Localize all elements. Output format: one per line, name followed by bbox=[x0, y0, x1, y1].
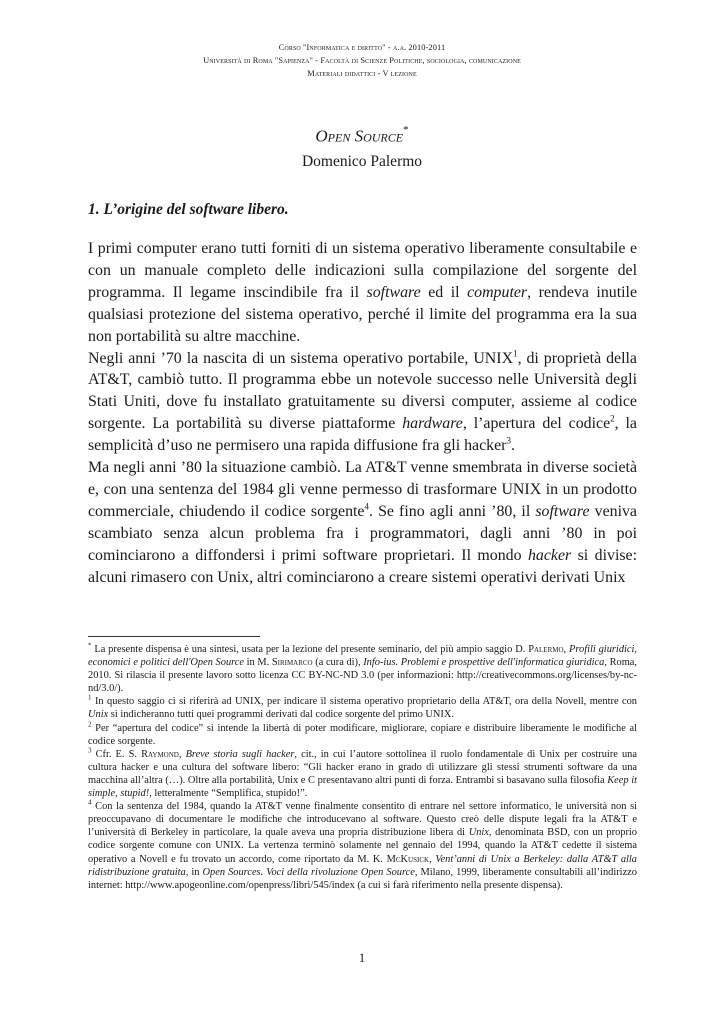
title-text: Open Source bbox=[315, 126, 404, 146]
footnote-ref-2: 2 bbox=[610, 413, 615, 424]
footnote-star: * La presente dispensa è una sintesi, usata per la lezione del presente seminario, del più ampio saggio D. Palermo, Profili giuridici, economici e politici dell'Open Source in M. Sirimarco (a cura di), Info-ius. Problemi e prospettive dell'informatica giuridica, Roma, 2010. Si rilascia il presente lavoro sotto licenza CC BY-NC-ND 3.0 (per informazioni: http://creativecommons.org/licenses/by-nc-nd/3.0/). bbox=[88, 641, 637, 695]
footnote-2: $^2$ Per “apertura del codice” si intende la libertà di poter modificare, migliorare, copiare e distribuire liberamente le modifiche al codice sorgente. bbox=[88, 720, 637, 747]
author-name: Domenico Palermo bbox=[301, 153, 423, 170]
title-footnote-mark: * bbox=[403, 124, 409, 136]
footnote-ref-3: 3 bbox=[506, 435, 511, 446]
footnote-3: $^3$ Cfr. E. S. Raymond, Breve storia sugli hacker, cit., in cui l’autore sottolinea il ruolo fondamentale di Unix per costruire una cultura hacker e una cultura del software libero: “Gli hacker erano in grado di utilizzare gli stessi strumenti software da una macchina all’altra (…). Oltre alla portabilità, Unix e C presentavano altri punti di forza. Entrambi si basavano sulla filosofia Keep it simple, stupid!, letteralmente “Semplifica, stupido!”. bbox=[88, 746, 637, 800]
document-title bbox=[0, 126, 724, 147]
header-course-line: Corso "Informatica e diritto" - a.a. 2010-2011 bbox=[278, 43, 446, 52]
footnote-separator bbox=[88, 636, 260, 637]
header-materials-line: Materiali didattici - V lezione bbox=[307, 69, 417, 78]
footnote-ref-4: 4 bbox=[364, 501, 369, 512]
header-university-line: Università di Roma "Sapienza" - Facoltà di Scienze Politiche, sociologia, comunicazione bbox=[203, 56, 521, 65]
body-paragraph-3: Ma negli anni ’80 la situazione cambiò. La AT&T venne smembrata in diverse società e, con una sentenza del 1984 gli venne permesso di trasformare UNIX in un prodotto commerciale, chiudendo il codice sorgente$^4$. Se fino agli anni ’80, il software veniva scambiato senza alcun problema fra i programmatori, dagli anni ’80 in poi cominciarono a diffondersi i primi software proprietari. Il mondo hacker si divise: alcuni rimasero con Unix, altri cominciarono a creare sistemi operativi derivati Unix bbox=[88, 459, 638, 586]
page-number: 1 bbox=[358, 950, 366, 965]
body-text bbox=[88, 238, 637, 589]
footnote-1: $^1$ In questo saggio ci si riferirà ad UNIX, per indicare il sistema operativo proprietario della AT&T, ora della Novell, mentre con Unix si indicheranno tutti quei programmi derivati dal codice sorgente del primo UNIX. bbox=[88, 693, 637, 721]
body-paragraph-2: Negli anni ’70 la nascita di un sistema operativo portabile, UNIX$^1$, di proprietà della AT&T, cambiò tutto. Il programma ebbe un notevole successo nelle Università degli Stati Uniti, dove fu installato gratuitamente su diversi computer, assieme al codice sorgente. La portabilità su diverse piattaforme hardware, l’apertura del codice$^2$, la semplicità d’uso ne permisero una rapida diffusione fra gli hacker$^3$. bbox=[88, 348, 637, 455]
footnote-ref-1: 1 bbox=[513, 348, 518, 359]
section-heading: 1. L’origine del software libero. bbox=[88, 201, 289, 218]
footnote-4: $^4$ Con la sentenza del 1984, quando la AT&T venne finalmente consentito di entrare nel settore informatico, le università non si preoccupavano di documentare le modifiche che introducevano al software. Questo creò delle dispute legali fra la AT&T e l’università di Berkeley in particolare, la quale aveva una propria distribuzione libera di Unix, denominata BSD, con un proprio codice sorgente comune con UNIX. La vertenza terminò solamente nel gennaio del 1994, quando la AT&T cedette il sistema operativo a Novell e fu trovato un accordo, come riportato da M. K. McKusick, Vent’anni di Unix a Berkeley: dalla AT&T alla ridistribuzione gratuita, in Open Sources. Voci della rivoluzione Open Source, Milano, 1999, liberamente consultabili all’indirizzo internet: http://www.apogeonline.com/openpress/libri/545/index (a cui si farà riferimento nella presente dispensa). bbox=[88, 798, 638, 891]
body-paragraph-1: I primi computer erano tutti forniti di un sistema operativo liberamente consultabile e con un manuale completo delle indicazioni sulla compilazione del sorgente del programma. Il legame inscindibile fra il software ed il computer, rendeva inutile qualsiasi protezione del sistema operativo, perché il limite del programma era la sua non portabilità su altre macchine. bbox=[88, 240, 638, 345]
footnotes bbox=[88, 643, 637, 892]
